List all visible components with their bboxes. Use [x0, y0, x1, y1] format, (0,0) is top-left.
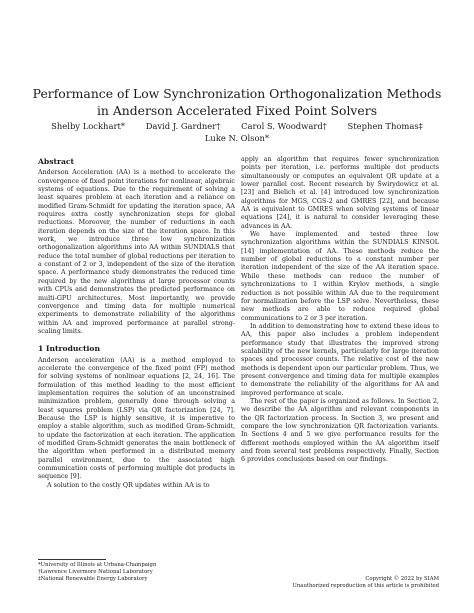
author-name: Stephen Thomas‡ [347, 121, 423, 131]
abstract-heading: Abstract [38, 157, 75, 166]
abstract-text: Anderson Acceleration (AA) is a method to accelerate the convergence of fixed point iterations for nonlinear, algebraic systems of equations. Due to the requirement of solving a least squares problem at each iteration and a reliance on modified Gram-Schmidt for updating the iteration space, AA requires extra costly synchronization steps for global reductions. Moreover, the number of reductions in each iteration depends on the size of the iteration space. In this work, we introduce three low synchronization orthogonalization algorithms into AA within SUNDIALS that reduce the total number of global reductions per iteration to a constant of 2 or 3, independent of the size of the iteration space. A performance study demonstrates the reduced time required by the new algorithms at large processor counts with CPUs and demonstrates the predicted performance on multi-GPU architectures. Most importantly, we provide convergence and timing data for multiple numerical experiments to demonstrate reliability of the algorithms within AA and improved performance at parallel strong-scaling limits. [38, 169, 235, 335]
footnote: *University of Illinois at Urbana-Champaign [38, 562, 157, 568]
paper-title: Performance of Low Synchronization Orthogonalization Methods in Anderson Accelerated Fixed Point Solvers [32, 86, 442, 118]
body-paragraph: In addition to demonstrating how to extend these ideas to AA, this paper also includes a problem independent performance study that illustrates the improved strong scalability of the new kernels, particularly for large iteration spaces and processor counts. The relative cost of the new methods is dependent upon our particular problem. Thus, we present convergence and timing data for multiple examples to demonstrate the reliability of the algorithms for AA and improved performance at scale. [241, 322, 439, 397]
body-paragraph: We have implemented and tested three low synchronization algorithms within the SUNDIALS KINSOL [14] implementation of AA. These methods reduce the number of global reductions to a constant number per iteration independent of the size of the AA iteration space. While these methods can reduce the number of synchronizations to 1 within Krylov methods, a single reduction is not possible within AA due to the requirement for normalization before the LSP solve. Nevertheless, these new methods are able to reduce required global communications to 2 or 3 per iteration. [241, 231, 439, 322]
footnote: ‡National Renewable Energy Laboratory [38, 576, 148, 582]
footnote-rule [38, 559, 106, 560]
right-column [241, 156, 439, 465]
author-name: Shelby Lockhart* [51, 121, 126, 131]
body-paragraph: apply an algorithm that requires fewer synchronization points per iteration, i.e. performs multiple dot products simultaneously or computes an equivalent QR update at a lower parallel cost. Recent research by Świrydowicz et al. [23] and Bielich et al. [4] introduced low synchronization algorithms for MGS, CGS-2 and GMRES [22], and because AA is equivalent to GMRES when solving systems of linear equations [24], it is natural to consider leveraging these advances in AA. [241, 156, 439, 230]
section-heading-introduction: 1 Introduction [38, 344, 101, 354]
left-column [38, 158, 235, 490]
author-name: David J. Gardner† [145, 121, 221, 131]
intro-paragraph: A solution to the costly QR updates within AA is to [47, 481, 210, 489]
author-name: Carol S. Woodward† [241, 121, 327, 131]
author-name: Luke N. Olson* [204, 133, 270, 143]
copyright-line: Unauthorized reproduction of this article is prohibited [292, 583, 439, 589]
author-list [30, 120, 444, 144]
intro-paragraph: Anderson acceleration (AA) is a method employed to accelerate the convergence of the fixed point (FP) method for solving systems of nonlinear equations [2, 24, 16]. The formulation of this method leading to the most efficient implementation requires the solution of an unconstrained minimization problem, generally done through solving a least squares problem (LSP) via QR factorization [24, 7]. Because the LSP is highly sensitive, it is imperative to employ a stable algorithm, such as modified Gram-Schmidt, to update the factorization at each iteration. The application of modified Gram-Schmidt generates the main bottleneck of the algorithm when performed in a distributed memory parallel environment, due to the associated high communication costs of performing multiple dot products in sequence [9]. [38, 356, 235, 481]
body-paragraph: The rest of the paper is organized as follows. In Section 2, we describe the AA algorithm and relevant components in the QR factorization process. In Section 3, we present and compare the low synchronization QR factorization variants. In Sections 4 and 5 we give performance results for the different methods employed within the AA algorithm itself and from several test problems respectively. Finally, Section 6 provides conclusions based on our findings. [241, 397, 439, 464]
footnotes [38, 559, 235, 583]
copyright-line: Copyright © 2022 by SIAM [365, 576, 439, 582]
footnote: †Lawrence Livermore National Laboratory [38, 569, 153, 575]
copyright-notice [241, 576, 439, 590]
